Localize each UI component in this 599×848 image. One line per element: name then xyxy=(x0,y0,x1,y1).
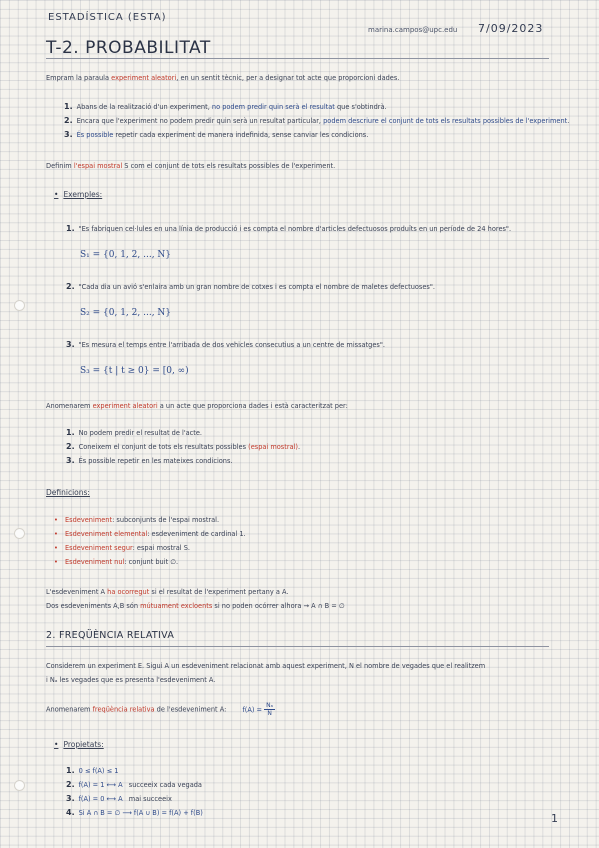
subject-header: ESTADÍSTICA (ESTA) xyxy=(48,12,167,23)
examples-label: • Exemples: xyxy=(54,190,102,199)
author-email: marina.campos@upc.edu xyxy=(368,26,458,34)
properties-label: • Propietats: xyxy=(54,740,104,749)
frequency-property-4: 4. Si A ∩ B = ∅ ⟶ f(A ∪ B) = f(A) + f(B) xyxy=(66,808,203,817)
experiment-property-1: 1. Abans de la realització d'un experiment, no podem predir quin serà el resultat que s'obtindrà. xyxy=(64,102,387,111)
page-number: 1 xyxy=(551,812,558,825)
random-experiment-recap: Anomenarem experiment aleatori a un acte que proporciona dades i està caracteritzat per: xyxy=(46,402,348,410)
definition-null-event: • Esdeveniment nul: conjunt buit ∅. xyxy=(54,558,178,566)
frequency-fraction: $\frac{\text{Nₐ}}{N}$ xyxy=(266,702,273,717)
title-underline xyxy=(46,58,549,59)
example-1-set: S₁ = {0, 1, 2, ..., N} xyxy=(80,250,172,260)
definitions-label: Definicions: xyxy=(46,488,90,497)
experiment-property-2: 2. Encara que l'experiment no podem predir quin serà un resultat particular, podem descriure el conjunt de tots els resultats possibles de l'experiment. xyxy=(64,116,570,125)
example-2-set: S₂ = {0, 1, 2, ..., N} xyxy=(80,308,172,318)
event-occurred-definition: L'esdeveniment A ha ocorregut si el resultat de l'experiment pertany a A. xyxy=(46,588,289,596)
example-3-text: 3. "Es mesura el temps entre l'arribada de dos vehicles consecutius a un centre de missatges". xyxy=(66,340,385,349)
note-date: 7/09/2023 xyxy=(478,22,544,35)
frequency-property-2: 2. f(A) = 1 ⟷ A succeeix cada vegada xyxy=(66,780,202,789)
frequency-property-1: 1. 0 ≤ f(A) ≤ 1 xyxy=(66,766,119,775)
experiment-property-3: 3. És possible repetir cada experiment de manera indefinida, sense canviar les condicions. xyxy=(64,130,369,139)
section-2-heading: 2. FREQÜÈNCIA RELATIVA xyxy=(46,630,175,641)
recap-item-2: 2. Coneixem el conjunt de tots els resultats possibles (espai mostral). xyxy=(66,442,301,451)
example-3-set: S₃ = {t | t ≥ 0} = [0, ∞) xyxy=(80,366,189,376)
sample-space-definition: Definim l'espai mostral S com el conjunt de tots els resultats possibles de l'experiment. xyxy=(46,162,336,170)
punch-hole xyxy=(14,780,25,791)
page-title: T-2. PROBABILITAT xyxy=(46,38,211,58)
punch-hole xyxy=(14,300,25,311)
example-2-text: 2. "Cada dia un avió s'enlaira amb un gran nombre de cotxes i es compta el nombre de maletes defectuoses". xyxy=(66,282,435,291)
recap-item-3: 3. És possible repetir en les mateixes condicions. xyxy=(66,456,233,465)
punch-hole xyxy=(14,528,25,539)
definition-elemental-event: • Esdeveniment elemental: esdeveniment de cardinal 1. xyxy=(54,530,246,538)
relative-frequency-intro-line-2: i Nₐ les vegades que es presenta l'esdeveniment A. xyxy=(46,676,216,684)
recap-item-1: 1. No podem predir el resultat de l'acte. xyxy=(66,428,203,437)
relative-frequency-definition: Anomenarem freqüència relativa de l'esdeveniment A: f(A) = $\frac{\text{Nₐ}}{N}$ xyxy=(46,702,273,717)
relative-frequency-intro-line-1: Considerem un experiment E. Sigui A un esdeveniment relacionat amb aquest experiment, N el nombre de vegades que el realitzem xyxy=(46,662,486,670)
definition-event: • Esdeveniment: subconjunts de l'espai mostral. xyxy=(54,516,219,524)
example-1-text: 1. "Es fabriquen cel·lules en una línia de producció i es compta el nombre d'articles defectuosos produïts en un període de 24 hores". xyxy=(66,224,512,233)
definition-sure-event: • Esdeveniment segur: espai mostral S. xyxy=(54,544,190,552)
intro-paragraph: Empram la paraula experiment aleatori, en un sentit tècnic, per a designar tot acte que proporcioni dades. xyxy=(46,74,400,82)
frequency-property-3: 3. f(A) = 0 ⟷ A mai succeeix xyxy=(66,794,172,803)
section-underline xyxy=(46,646,549,647)
mutually-exclusive-definition: Dos esdeveniments A,B són mútuament excloents si no poden ocórrer alhora → A ∩ B = ∅ xyxy=(46,602,345,610)
